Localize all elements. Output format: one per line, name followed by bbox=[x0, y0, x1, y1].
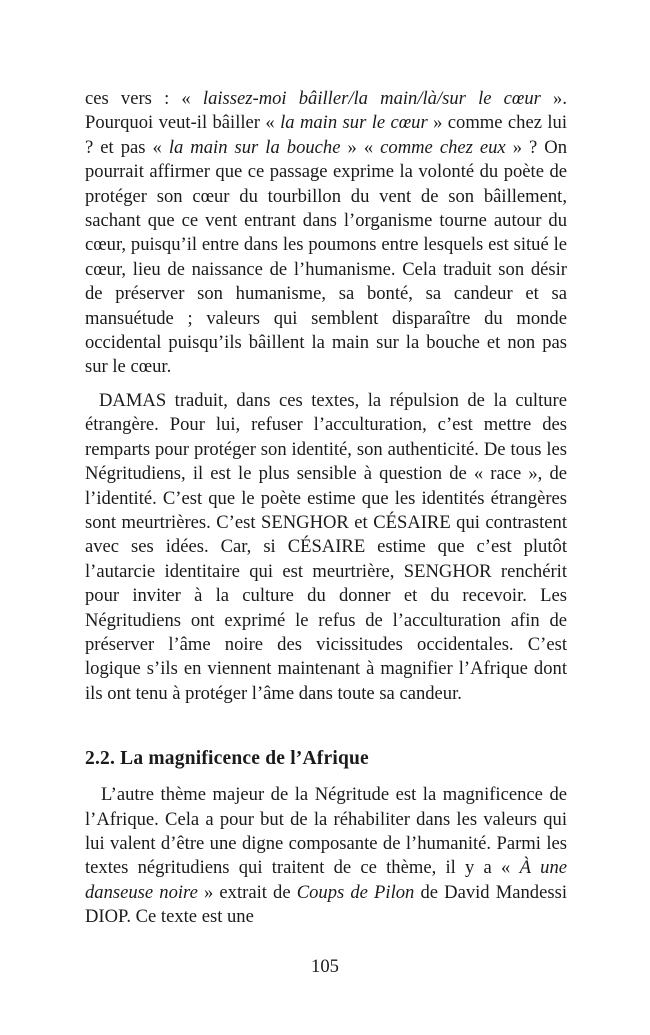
p3-text-a: L’autre thème majeur de la Négritude est la magnificence de l’Afrique. Cela a pour but de la réhabiliter dans les valeurs qui lui valent d’être une digne composante de l’humanité. Parmi les textes négritudiens qui traitent de ce thème, il y a « bbox=[85, 784, 567, 879]
paragraph-2: DAMAS traduit, dans ces textes, la répulsion de la culture étrangère. Pour lui, refuser l’acculturation, c’est mettre des remparts pour protéger son identité, son authenticité. De tous les Négritudiens, il est le plus sensible à question de « race », de l’identité. C’est que le poète estime que les identités étrangères sont meurtrières. C’est SENGHOR et CÉSAIRE qui contrastent avec ses idées. Car, si CÉSAIRE estime que c’est plutôt l’autarcie identitaire qui est meurtrière, SENGHOR renchérit pour inviter à la culture du donner et du recevoir. Les Négritudiens ont exprimé le refus de l’acculturation afin de préserver l’âme noire des vicissitudes occidentales. C’est logique s’ils en viennent maintenant à magnifier l’Afrique dont ils ont tenu à protéger l’âme dans toute sa candeur. bbox=[85, 389, 567, 704]
page-number: 105 bbox=[311, 956, 339, 977]
p1-quote-main-coeur: la main sur le cœur bbox=[280, 112, 428, 134]
paragraph-3 bbox=[85, 783, 567, 929]
p3-title-danseuse: À une danseuse noire bbox=[85, 857, 567, 903]
p1-text-e: » comme chez lui ? et pas « bbox=[85, 112, 567, 158]
p1-text-i: » ? On pourrait affirmer que ce passage exprime la volonté du poète de protéger son cœur du tourbillon du vent de son bâillement, sachant que ce vent entrant dans l’organisme tourne autour du cœur, puisqu’il entre dans les poumons entre lesquels est situé le cœur, lieu de naissance de l’humanisme. Cela traduit son désir de préserver son humanisme, sa bonté, sa candeur et sa mansuétude ; valeurs qui semblent disparaître du monde occidental puisqu’ils bâillent la main sur la bouche et non pas sur le cœur. bbox=[85, 136, 568, 378]
p3-text-c: » extrait de bbox=[197, 881, 297, 903]
p1-quote-main-bouche: la main sur la bouche bbox=[168, 136, 341, 158]
p1-text-a: ces vers : « bbox=[85, 88, 203, 109]
p1-quote-comme-chez-eux: comme chez eux bbox=[380, 136, 506, 158]
p1-text-g: » « bbox=[340, 136, 381, 158]
p1-text-c: ». Pourquoi veut-il bâiller « bbox=[85, 88, 567, 134]
p3-text-e: de David Mandessi DIOP. Ce texte est une bbox=[85, 881, 567, 928]
page-body bbox=[85, 87, 567, 930]
p1-quote-vers: laissez-moi bâiller/la main/là/sur le cœur bbox=[202, 88, 541, 109]
p3-title-coups-de-pilon: Coups de Pilon bbox=[296, 881, 415, 903]
paragraph-1 bbox=[85, 87, 567, 380]
section-heading: 2.2. La magnificence de l’Afrique bbox=[85, 748, 369, 770]
